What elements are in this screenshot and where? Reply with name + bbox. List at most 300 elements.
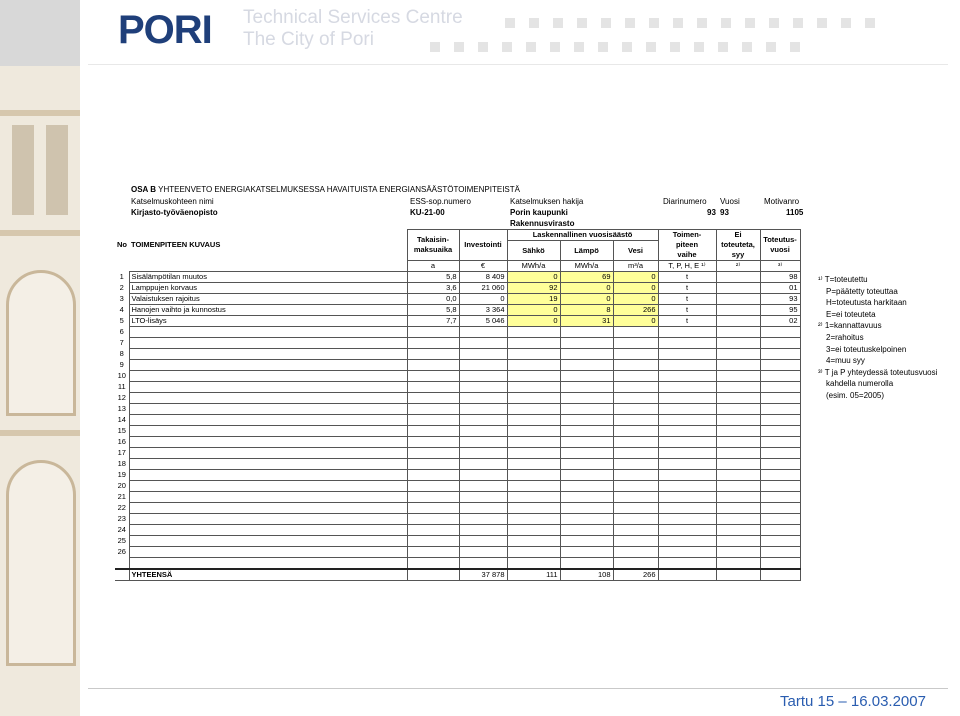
units-blank [129,261,407,272]
header-row-1 [115,230,800,241]
cell-sahko: 0 [507,305,560,316]
cell-empty [407,415,459,426]
spacer-row [115,558,800,570]
legend-note: P=päätetty toteuttaa [826,286,898,296]
cell-empty [560,349,613,360]
cell-empty [507,349,560,360]
decoration-square [670,42,680,52]
value-ess: KU-21-00 [410,208,445,217]
cell-empty [507,558,560,570]
cell-empty [129,481,407,492]
cell-empty [716,437,760,448]
cell-vesi: 0 [613,283,658,294]
cell-empty [407,525,459,536]
cell-empty [613,426,658,437]
cell-empty [716,569,760,581]
cell-empty [507,437,560,448]
cell-empty [129,371,407,382]
cell-empty [560,338,613,349]
cell-empty [613,470,658,481]
cell-payback: 3,6 [407,283,459,294]
cell-no: 14 [117,415,126,424]
table-row [115,393,800,404]
cell-empty [407,492,459,503]
legend-notes [818,274,953,402]
cell-payback: 5,8 [407,272,459,283]
decoration-square [505,18,515,28]
cell-empty [760,503,800,514]
cell-empty [560,371,613,382]
cell-year: 93 [760,294,800,305]
cell-empty [507,338,560,349]
cell-empty [760,536,800,547]
cell-no: 20 [117,481,126,490]
value-hakija1: Porin kaupunki [510,208,568,217]
total-lampo: 108 [560,569,613,581]
decoration-square [529,18,539,28]
cell-invest: 3 364 [459,305,507,316]
cell-no: 16 [117,437,126,446]
cell-empty [716,525,760,536]
table-row [115,525,800,536]
legend-note: 3=ei toteutuskelpoinen [826,344,907,354]
cell-empty [658,382,716,393]
cell-empty [507,492,560,503]
cell-year: 98 [760,272,800,283]
units-blank [115,261,129,272]
cell-empty [760,470,800,481]
cell-phase: t [658,316,716,327]
cell-empty [129,536,407,547]
cell-empty [507,481,560,492]
cell-no: 24 [117,525,126,534]
cell-empty [507,360,560,371]
cell-sahko: 0 [507,272,560,283]
cell-empty [760,404,800,415]
cell-empty [716,536,760,547]
col-toimen [658,230,716,261]
cell-empty [115,558,129,570]
cell-no: 13 [117,404,126,413]
cell-empty [407,569,459,581]
cell-empty [760,547,800,558]
decoration-square [577,18,587,28]
cell-sahko: 92 [507,283,560,294]
header-divider [88,64,948,65]
cell-empty [560,536,613,547]
value-hakija2: Rakennusvirasto [510,219,575,228]
cell-empty [407,360,459,371]
strip-band [0,110,80,116]
cell-empty [129,503,407,514]
cell-invest: 5 046 [459,316,507,327]
decoration-square [478,42,488,52]
table-row [115,437,800,448]
cell-empty [560,525,613,536]
cell-empty [459,448,507,459]
cell-empty [658,437,716,448]
cell-no: 17 [117,448,126,457]
cell-empty [560,514,613,525]
value-diaari: 93 [707,208,716,217]
cell-year: 01 [760,283,800,294]
cell-empty [407,481,459,492]
cell-empty [407,349,459,360]
cell-empty [658,569,716,581]
cell-empty [459,525,507,536]
cell-empty [613,459,658,470]
cell-empty [459,481,507,492]
table-row [115,283,800,294]
col-takaisin [407,230,459,261]
decoration-square [553,18,563,28]
table-row [115,327,800,338]
cell-empty [129,492,407,503]
cell-empty [760,558,800,570]
decoration-square [454,42,464,52]
cell-empty [716,371,760,382]
cell-lampo: 69 [560,272,613,283]
cell-empty [459,360,507,371]
cell-reason [716,316,760,327]
cell-empty [129,525,407,536]
cell-empty [560,404,613,415]
building-photo-strip [0,0,80,716]
table-row [115,514,800,525]
cell-empty [407,470,459,481]
footer-date: Tartu 15 – 16.03.2007 [780,693,926,710]
col-lampo: Lämpö [560,241,613,261]
cell-empty [613,558,658,570]
legend-note: ²⁾ 1=kannattavuus [818,321,882,331]
cell-no: 18 [117,459,126,468]
strip-window [46,125,68,215]
cell-empty [129,327,407,338]
decoration-square [646,42,656,52]
decoration-square [841,18,851,28]
col-kuvaus: TOIMENPITEEN KUVAUS [131,240,221,249]
cell-no: 2 [119,283,124,292]
cell-empty [129,426,407,437]
table-row [115,492,800,503]
cell-empty [716,426,760,437]
cell-empty [716,327,760,338]
cell-empty [129,393,407,404]
col-ei-line3: syy [731,250,745,259]
cell-empty [560,470,613,481]
cell-no: 8 [119,349,124,358]
table-row [115,426,800,437]
cell-sahko: 0 [507,316,560,327]
cell-no: 22 [117,503,126,512]
sheet-title-text: YHTEENVETO ENERGIAKATSELMUKSESSA HAVAITUISTA ENERGIANSÄÄSTÖTOIMENPITEISTÄ [158,185,520,194]
cell-lampo: 31 [560,316,613,327]
cell-no: 6 [119,327,124,336]
cell-empty [459,503,507,514]
cell-empty [407,558,459,570]
cell-empty [716,360,760,371]
cell-empty [658,327,716,338]
cell-empty [407,338,459,349]
cell-empty [115,569,129,581]
cell-empty [613,371,658,382]
col-sahko: Sähkö [507,241,560,261]
cell-empty [760,382,800,393]
decoration-square [574,42,584,52]
cell-empty [129,404,407,415]
cell-empty [407,536,459,547]
table-row [115,338,800,349]
cell-empty [459,459,507,470]
cell-empty [658,338,716,349]
table-row [115,382,800,393]
cell-empty [658,448,716,459]
table-row [115,536,800,547]
col-no: No [117,240,127,249]
cell-empty [129,349,407,360]
legend-note: kahdella numerolla [826,379,894,389]
cell-no: 23 [117,514,126,523]
cell-empty [129,470,407,481]
cell-empty [760,514,800,525]
cell-empty [716,415,760,426]
legend-note: E=ei toteuteta [826,309,876,319]
col-investointi: Investointi [459,230,507,261]
cell-empty [459,558,507,570]
cell-no: 11 [117,382,126,391]
unit-tphe: T, P, H, E ¹⁾ [658,261,716,272]
cell-empty [716,459,760,470]
cell-empty [459,393,507,404]
cell-empty [613,481,658,492]
cell-reason [716,294,760,305]
unit-a: a [407,261,459,272]
cell-no: 3 [119,294,124,303]
cell-empty [507,327,560,338]
cell-empty [716,547,760,558]
decoration-square [502,42,512,52]
cell-empty [560,415,613,426]
cell-empty [613,448,658,459]
decoration-square [601,18,611,28]
cell-empty [658,360,716,371]
cell-empty [459,338,507,349]
cell-phase: t [658,305,716,316]
value-motiva: 1105 [786,208,804,217]
cell-empty [129,448,407,459]
cell-empty [407,426,459,437]
table-row [115,272,800,283]
cell-invest: 21 060 [459,283,507,294]
cell-empty [716,503,760,514]
cell-empty [407,393,459,404]
col-ei-line1: Ei [734,230,742,239]
cell-desc: Lamppujen korvaus [129,283,407,294]
unit-year: ³⁾ [760,261,800,272]
cell-year: 02 [760,316,800,327]
unit-m3: m³/a [613,261,658,272]
col-toteutus-line2: vuosi [770,245,790,254]
total-row [115,569,800,581]
cell-empty [507,404,560,415]
cell-empty [129,437,407,448]
cell-no: 12 [117,393,126,402]
decoration-square [718,42,728,52]
cell-empty [613,360,658,371]
cell-empty [658,393,716,404]
cell-empty [407,327,459,338]
cell-lampo: 8 [560,305,613,316]
cell-empty [507,525,560,536]
cell-empty [459,371,507,382]
cell-empty [459,404,507,415]
cell-empty [760,481,800,492]
cell-empty [716,492,760,503]
cell-no: 15 [117,426,126,435]
cell-empty [658,459,716,470]
table-row [115,415,800,426]
pori-logo: PORI [118,8,212,52]
cell-empty [407,448,459,459]
cell-empty [613,547,658,558]
decoration-square [598,42,608,52]
legend-note: 4=muu syy [826,356,865,366]
cell-empty [658,426,716,437]
cell-empty [716,558,760,570]
cell-empty [760,393,800,404]
total-vesi: 266 [613,569,658,581]
cell-empty [560,503,613,514]
cell-empty [658,371,716,382]
cell-no: 5 [119,316,124,325]
cell-empty [407,371,459,382]
cell-empty [507,448,560,459]
cell-empty [658,492,716,503]
cell-empty [459,470,507,481]
cell-desc: LTO-lisäys [129,316,407,327]
decoration-square [622,42,632,52]
table-row [115,316,800,327]
cell-empty [129,382,407,393]
decoration-square [430,42,440,52]
decoration-square [766,42,776,52]
cell-empty [716,338,760,349]
cell-empty [507,426,560,437]
strip-top-box [0,0,80,66]
cell-year: 95 [760,305,800,316]
label-diaari: Diarinumero [663,197,707,206]
cell-empty [459,415,507,426]
decoration-square [790,42,800,52]
cell-empty [613,327,658,338]
decoration-square [694,42,704,52]
cell-no: 1 [119,272,124,281]
strip-band [0,230,80,236]
col-toimen-line2: piteen [675,240,699,249]
cell-invest: 0 [459,294,507,305]
label-kohde: Katselmuskohteen nimi [131,197,214,206]
cell-empty [613,492,658,503]
col-ei-line2: toteuteta, [721,240,755,249]
label-hakija: Katselmuksen hakija [510,197,584,206]
decoration-square [742,42,752,52]
table-row [115,459,800,470]
decoration-square [550,42,560,52]
cell-empty [613,503,658,514]
cell-empty [760,360,800,371]
cell-empty [658,481,716,492]
cell-empty [560,327,613,338]
cell-no: 7 [119,338,124,347]
cell-invest: 8 409 [459,272,507,283]
strip-band [0,430,80,436]
cell-empty [658,536,716,547]
cell-empty [459,349,507,360]
table-row [115,360,800,371]
decoration-square [745,18,755,28]
cell-empty [459,382,507,393]
cell-vesi: 0 [613,294,658,305]
energy-audit-summary-sheet [110,182,940,612]
cell-empty [760,426,800,437]
cell-empty [129,514,407,525]
cell-no: 10 [117,371,126,380]
cell-empty [560,558,613,570]
decoration-square [526,42,536,52]
cell-empty [507,371,560,382]
total-invest: 37 878 [459,569,507,581]
cell-desc: Valaistuksen rajoitus [129,294,407,305]
cell-empty [507,514,560,525]
cell-empty [716,470,760,481]
decoration-square [625,18,635,28]
decoration-square [697,18,707,28]
cell-empty [407,547,459,558]
decoration-square [769,18,779,28]
cell-no: 19 [117,470,126,479]
col-takaisin-line2: maksuaika [413,245,453,254]
cell-empty [716,382,760,393]
cell-empty [507,393,560,404]
cell-empty [407,503,459,514]
legend-note: H=toteutusta harkitaan [826,298,907,308]
cell-vesi: 266 [613,305,658,316]
label-ess: ESS-sop.numero [410,197,471,206]
cell-empty [613,393,658,404]
cell-empty [560,492,613,503]
unit-reason: ²⁾ [716,261,760,272]
strip-arch [6,460,76,666]
cell-empty [459,437,507,448]
cell-empty [760,459,800,470]
header-title-line2: The City of Pori [243,29,374,50]
unit-mwh-lampo: MWh/a [560,261,613,272]
cell-empty [716,393,760,404]
cell-empty [613,415,658,426]
cell-empty [507,547,560,558]
cell-empty [407,404,459,415]
cell-empty [760,525,800,536]
total-label: YHTEENSÄ [129,569,407,581]
cell-empty [507,415,560,426]
cell-empty [658,349,716,360]
cell-no: 26 [117,547,126,556]
cell-empty [459,547,507,558]
table-row [115,470,800,481]
decoration-square [649,18,659,28]
cell-empty [716,349,760,360]
cell-empty [507,459,560,470]
